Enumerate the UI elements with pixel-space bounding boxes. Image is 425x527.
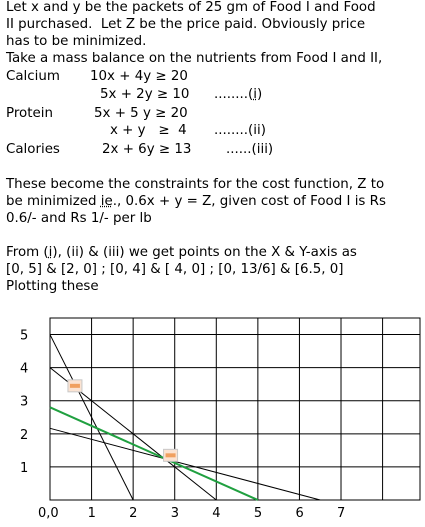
- plot-frame: [50, 318, 420, 500]
- calcium-ref: ........(i): [214, 87, 263, 102]
- x-tick-label: 6: [295, 506, 304, 521]
- x-tick-label: 4: [212, 506, 221, 521]
- solution-marker-bar: [166, 453, 176, 457]
- para2-line-3: 0.6/- and Rs 1/- per lb: [6, 211, 152, 226]
- x-tick-label: 7: [337, 506, 346, 521]
- protein-label: Protein: [6, 106, 53, 121]
- calcium-eq1: 10x + 4y ≥ 20: [90, 69, 188, 84]
- para3-line-3: Plotting these: [6, 279, 99, 294]
- series-line: [50, 428, 320, 500]
- calories-label: Calories: [6, 142, 60, 157]
- intro-line-4: Take a mass balance on the nutrients from Food I and II,: [6, 51, 383, 66]
- x-tick-label: 3: [170, 506, 180, 521]
- para2-line-1: These become the constraints for the cost function, Z to: [6, 177, 385, 192]
- calories-eq1: 2x + 6y ≥ 13: [102, 142, 192, 157]
- intro-line-2: II purchased. Let Z be the price paid. Obviously price: [6, 17, 366, 32]
- intro-line-1: Let x and y be the packets of 25 gm of Food I and Food: [6, 0, 376, 15]
- x-tick-label: 5: [253, 506, 263, 521]
- para3-line-2: [0, 5] & [2, 0] ; [0, 4] & [ 4, 0] ; [0, 13/6] & [6.5, 0]: [6, 262, 344, 277]
- calcium-eq2: 5x + 2y ≥ 10: [100, 87, 190, 102]
- y-tick-label: 2: [20, 427, 29, 443]
- protein-ref: ........(ii): [214, 123, 266, 138]
- para2-line-2: be minimized ie., 0.6x + y = Z, given cost of Food I is Rs: [6, 194, 386, 209]
- constraint-plot: [0, 306, 425, 527]
- y-tick-label: 5: [20, 328, 29, 344]
- series-line: [50, 407, 258, 500]
- intro-line-3: has to be minimized.: [6, 34, 147, 49]
- y-tick-label: 1: [20, 460, 29, 476]
- calcium-label: Calcium: [6, 69, 60, 84]
- x-tick-label: 2: [129, 506, 138, 521]
- x-tick-label: 1: [87, 506, 96, 521]
- protein-eq1: 5x + 5 y ≥ 20: [94, 106, 188, 121]
- solution-marker-bar: [70, 384, 80, 388]
- y-tick-label: 3: [20, 394, 29, 410]
- x-tick-label: 0,0: [38, 506, 59, 521]
- calories-ref: ......(iii): [226, 142, 274, 157]
- protein-eq2: x + y ≥ 4: [110, 123, 187, 138]
- y-tick-label: 4: [20, 361, 29, 377]
- para3-line-1: From (i), (ii) & (iii) we get points on the X & Y-axis as: [6, 245, 357, 260]
